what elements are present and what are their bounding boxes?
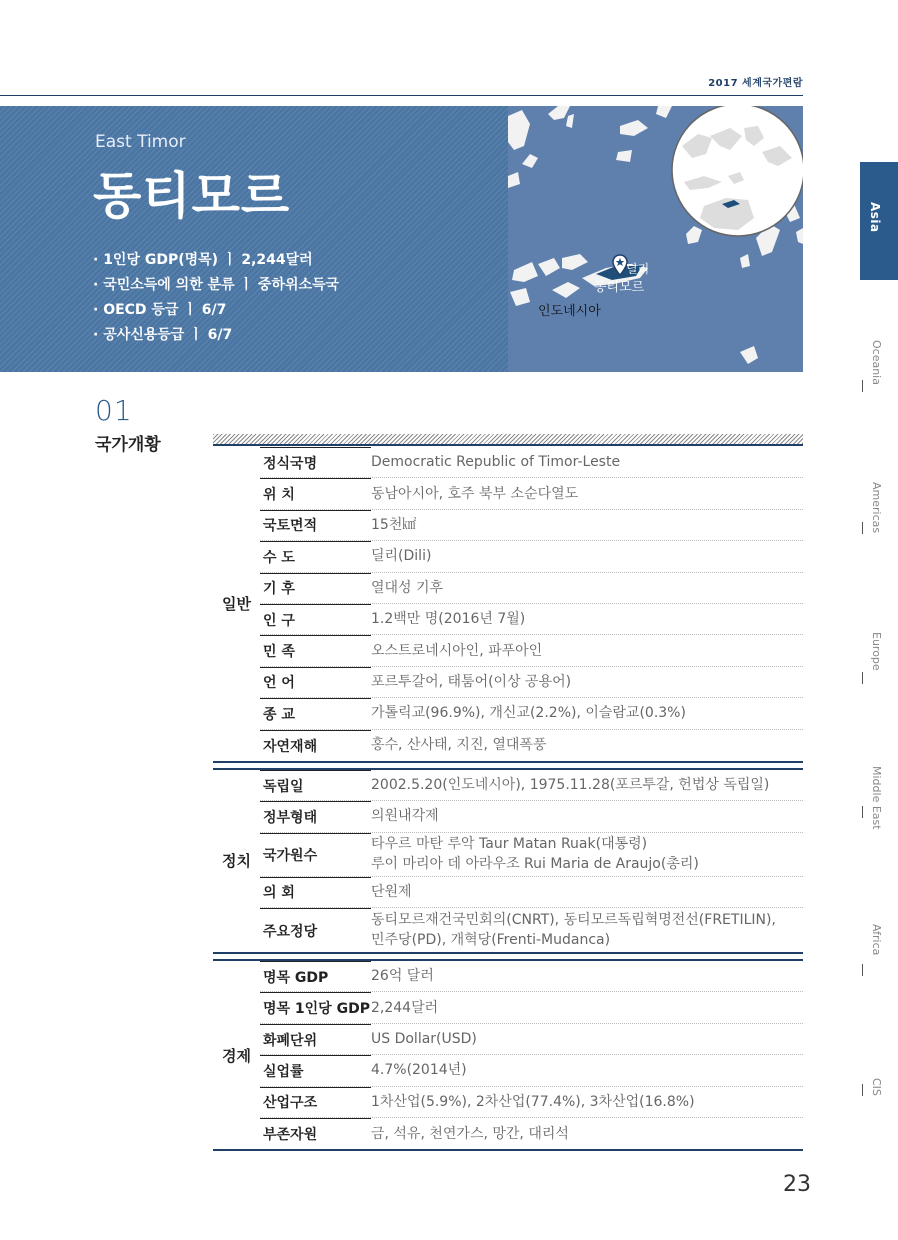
highlight-item: · 1인당 GDP(명목) ㅣ 2,244달러	[93, 252, 313, 268]
row-value: 딜리(Dili)	[371, 548, 432, 565]
table-row	[260, 604, 803, 635]
table-row	[260, 1024, 803, 1055]
tab-label: Asia	[868, 202, 882, 233]
tab-label: Africa	[870, 924, 883, 956]
table-row	[260, 478, 803, 509]
row-value: 홍수, 산사태, 지진, 열대폭풍	[371, 737, 547, 754]
row-value: 26억 달러	[371, 968, 434, 985]
tab-asia[interactable]	[860, 162, 898, 280]
country-overview-table	[213, 447, 803, 1151]
location-map	[508, 106, 803, 372]
row-key: 민 족	[260, 635, 371, 665]
section-number: 01	[95, 394, 133, 427]
row-value: 2002.5.20(인도네시아), 1975.11.28(포르투갈, 헌법상 독립일)	[371, 777, 770, 794]
highlight-item: · 공사신용등급 ㅣ 6/7	[93, 327, 233, 343]
row-key: 인 구	[260, 604, 371, 634]
highlight-item: · OECD 등급 ㅣ 6/7	[93, 302, 227, 318]
table-row	[260, 1055, 803, 1086]
table-row	[260, 1087, 803, 1118]
table-row	[260, 908, 803, 952]
row-value: US Dollar(USD)	[371, 1031, 477, 1048]
neighbor-label: 인도네시아	[538, 304, 601, 319]
highlight-item: · 국민소득에 의한 분류 ㅣ 중하위소득국	[93, 277, 340, 293]
map-graphic	[508, 106, 803, 372]
row-value: 1.2백만 명(2016년 7월)	[371, 611, 526, 628]
running-head-title: 2017 세계국가편람	[708, 78, 803, 89]
row-key: 국가원수	[260, 833, 371, 876]
tab-label: Americas	[870, 482, 883, 534]
row-value: 열대성 기후	[371, 579, 444, 596]
group-label: 경제	[222, 1046, 251, 1065]
tab-label: Middle East	[870, 766, 883, 830]
row-value: 오스트로네시아인, 파푸아인	[371, 642, 543, 659]
group-label: 일반	[222, 595, 251, 614]
row-value: 단원제	[371, 883, 412, 900]
table-row	[260, 667, 803, 698]
tab-cis[interactable]	[860, 1078, 898, 1178]
group-general	[213, 447, 803, 763]
tab-middle-east[interactable]	[860, 766, 898, 866]
row-value: 동티모르재건국민회의(CNRT), 동티모르독립혁명전선(FRETILIN), 민주당(PD), 개혁당(Frenti-Mudanca)	[371, 912, 776, 949]
table-row	[260, 770, 803, 801]
row-value: 2,244달러	[371, 999, 439, 1016]
row-key: 부존자원	[260, 1118, 371, 1149]
country-label: 동티모르	[594, 280, 645, 295]
tab-americas[interactable]	[860, 482, 898, 582]
tab-europe[interactable]	[860, 632, 898, 732]
row-value: 타우르 마탄 루악 Taur Matan Ruak(대통령) 루이 마리아 데 아라우조 Rui Maria de Araujo(총리)	[371, 836, 699, 873]
country-name-en: East Timor	[95, 132, 186, 152]
table-row	[260, 992, 803, 1023]
row-key: 기 후	[260, 573, 371, 603]
region-tabs	[860, 160, 898, 1140]
row-value: 포르투갈어, 태툼어(이상 공용어)	[371, 673, 572, 690]
row-key: 자연재해	[260, 730, 371, 761]
row-key: 명목 1인당 GDP	[260, 992, 371, 1022]
group-politics	[213, 768, 803, 954]
table-row	[260, 730, 803, 761]
table-row	[260, 801, 803, 832]
country-banner	[0, 106, 508, 372]
row-key: 언 어	[260, 667, 371, 697]
row-key: 위 치	[260, 478, 371, 508]
table-row	[260, 447, 803, 478]
page-number: 23	[783, 1172, 811, 1197]
section-divider	[213, 434, 803, 446]
row-key: 명목 GDP	[260, 961, 371, 991]
table-row	[260, 1118, 803, 1149]
row-value: 4.7%(2014년)	[371, 1062, 467, 1079]
tab-africa[interactable]	[860, 924, 898, 1024]
row-key: 종 교	[260, 698, 371, 728]
row-key: 독립일	[260, 770, 371, 800]
tab-label: CIS	[870, 1078, 883, 1096]
row-value: 가톨릭교(96.9%), 개신교(2.2%), 이슬람교(0.3%)	[371, 705, 686, 722]
highlight-list	[93, 248, 339, 348]
row-value: 15천㎢	[371, 516, 417, 533]
row-key: 주요정당	[260, 908, 371, 952]
row-key: 정식국명	[260, 447, 371, 477]
row-key: 국토면적	[260, 510, 371, 540]
row-value: 의원내각제	[371, 808, 439, 825]
table-row	[260, 698, 803, 729]
row-value: 동남아시아, 호주 북부 소순다열도	[371, 485, 579, 502]
row-value: 금, 석유, 천연가스, 망간, 대리석	[371, 1125, 569, 1142]
country-name-ko: 동티모르	[93, 167, 291, 225]
row-key: 화폐단위	[260, 1024, 371, 1054]
tab-label: Europe	[870, 632, 883, 671]
running-head	[0, 72, 803, 96]
row-key: 정부형태	[260, 801, 371, 831]
row-key: 산업구조	[260, 1087, 371, 1117]
table-row	[260, 573, 803, 604]
table-row	[260, 833, 803, 877]
table-row	[260, 510, 803, 541]
table-row	[260, 961, 803, 992]
table-row	[260, 877, 803, 908]
row-value: Democratic Republic of Timor-Leste	[371, 454, 621, 471]
row-key: 실업률	[260, 1055, 371, 1085]
row-key: 수 도	[260, 541, 371, 571]
capital-label: 딜리	[626, 262, 650, 276]
row-value: 1차산업(5.9%), 2차산업(77.4%), 3차산업(16.8%)	[371, 1093, 695, 1110]
section-title: 국가개황	[95, 435, 161, 455]
table-row	[260, 635, 803, 666]
group-economy	[213, 959, 803, 1151]
table-row	[260, 541, 803, 572]
row-key: 의 회	[260, 877, 371, 907]
group-label: 정치	[222, 852, 251, 871]
tab-oceania[interactable]	[860, 340, 898, 440]
tab-label: Oceania	[870, 340, 883, 385]
